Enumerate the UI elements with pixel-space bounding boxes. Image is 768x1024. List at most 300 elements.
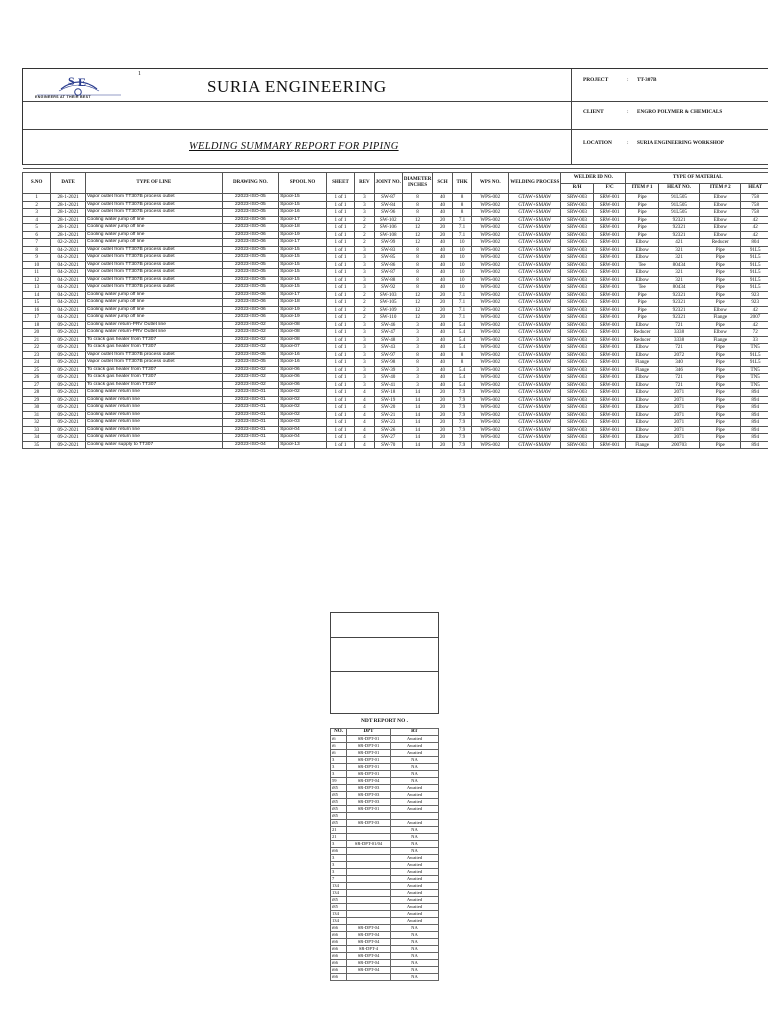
table-cell: 04-2-2021 [51, 276, 86, 284]
table-cell: Elbow [626, 321, 659, 329]
ndt-cell: i66 [331, 960, 347, 967]
table-cell: TN5 [741, 381, 768, 389]
table-cell: SRW-003 [561, 284, 594, 292]
location-value: SURIA ENGINEERING WORKSHOP [637, 140, 724, 146]
table-cell: 2 [23, 201, 51, 209]
ndt-cell: i66 [331, 939, 347, 946]
table-cell: 22023-ISO-01 [222, 396, 278, 404]
ndt-cell: i66 [331, 946, 347, 953]
table-cell: 7.1 [452, 299, 472, 307]
table-cell: SW-105 [374, 299, 402, 307]
table-cell: 1 of 1 [326, 254, 354, 262]
table-cell: 894 [741, 389, 768, 397]
ndt-row [331, 799, 439, 806]
table-cell: SRW-001 [593, 239, 626, 247]
table-cell: GTAW+SMAW [509, 404, 561, 412]
col-type-of-line: TYPE OF LINE [85, 173, 222, 194]
table-cell: 22023-ISO-02 [222, 329, 278, 337]
table-cell: WPS-002 [472, 231, 509, 239]
ndt-cell: Awaited [391, 897, 439, 904]
table-cell: 2071 [658, 419, 699, 427]
table-cell: 04-2-2021 [51, 269, 86, 277]
table-row [23, 321, 768, 329]
table-cell: GTAW+SMAW [509, 261, 561, 269]
table-cell: SRW-001 [593, 231, 626, 239]
table-cell: 2007 [741, 314, 768, 322]
table-cell: SW-109 [374, 306, 402, 314]
ndt-cell: NA [391, 757, 439, 764]
table-cell: WPS-002 [472, 389, 509, 397]
table-cell: 40 [433, 351, 453, 359]
ndt-row [331, 778, 439, 785]
table-cell: 3 [355, 374, 375, 382]
table-cell: 5.4 [452, 336, 472, 344]
table-cell: 09-2-2021 [51, 374, 86, 382]
ndt-row [331, 848, 439, 855]
ndt-row [331, 974, 439, 981]
table-cell: SRW-001 [593, 246, 626, 254]
table-cell: SRW-003 [561, 381, 594, 389]
ndt-cell [347, 918, 391, 925]
table-cell: GTAW+SMAW [509, 209, 561, 217]
table-cell: GTAW+SMAW [509, 329, 561, 337]
table-cell: 91L5 [741, 246, 768, 254]
table-cell: 7.9 [452, 434, 472, 442]
table-cell: Pipe [700, 404, 741, 412]
table-cell: Flange [700, 314, 741, 322]
table-cell: 22023-ISO-06 [222, 306, 278, 314]
table-cell: 22023-ISO-05 [222, 351, 278, 359]
table-row [23, 359, 768, 367]
table-cell: SRW-003 [561, 306, 594, 314]
table-cell: Spool-15 [279, 284, 327, 292]
table-cell: Spool-06 [279, 374, 327, 382]
table-cell: GTAW+SMAW [509, 239, 561, 247]
table-cell: 7.1 [452, 216, 472, 224]
table-cell: SRW-001 [593, 441, 626, 449]
table-cell: 22023-ISO-01 [222, 426, 278, 434]
table-cell: GTAW+SMAW [509, 231, 561, 239]
table-cell: 09-2-2021 [51, 381, 86, 389]
table-cell: 5 [23, 224, 51, 232]
ndt-row [331, 827, 439, 834]
table-cell: SRW-003 [561, 201, 594, 209]
table-cell: Spool-16 [279, 351, 327, 359]
table-cell: 2071 [658, 404, 699, 412]
table-cell: 40 [433, 321, 453, 329]
table-cell: 20 [433, 396, 453, 404]
ndt-cell: 3 [331, 855, 347, 862]
table-cell: SRW-001 [593, 366, 626, 374]
table-cell: SW-87 [374, 194, 402, 202]
table-cell: Pipe [700, 359, 741, 367]
table-cell: 1 of 1 [326, 239, 354, 247]
table-cell: GTAW+SMAW [509, 284, 561, 292]
col-item2: ITEM # 2 [700, 183, 741, 194]
table-cell: 321 [658, 269, 699, 277]
table-cell: 894 [741, 434, 768, 442]
table-cell: 721 [658, 374, 699, 382]
table-cell: WPS-002 [472, 366, 509, 374]
table-cell: Pipe [700, 374, 741, 382]
ndt-cell: NA [391, 960, 439, 967]
table-cell: 40 [433, 374, 453, 382]
table-cell: 12 [402, 224, 432, 232]
table-cell: 42 [741, 224, 768, 232]
table-cell: WPS-002 [472, 201, 509, 209]
ndt-cell: i85 [331, 897, 347, 904]
table-row [23, 194, 768, 202]
table-cell: 4 [355, 434, 375, 442]
table-cell: SRW-003 [561, 261, 594, 269]
table-cell: SW-86 [374, 261, 402, 269]
table-cell: 29 [23, 396, 51, 404]
table-cell: GTAW+SMAW [509, 351, 561, 359]
table-cell: Elbow [700, 224, 741, 232]
table-cell: SRW-001 [593, 336, 626, 344]
ndt-cell [347, 862, 391, 869]
table-cell: Elbow [626, 344, 659, 352]
table-cell: 12 [402, 314, 432, 322]
ndt-row [331, 855, 439, 862]
table-cell: 758 [741, 194, 768, 202]
table-cell: 91L5 [741, 284, 768, 292]
table-cell: GTAW+SMAW [509, 426, 561, 434]
table-cell: 1 of 1 [326, 426, 354, 434]
table-cell: Flange [626, 441, 659, 449]
ndt-cell [347, 897, 391, 904]
ndt-row [331, 820, 439, 827]
project-separator: : [627, 77, 629, 83]
ndt-cell: i6 [331, 750, 347, 757]
table-row [23, 209, 768, 217]
table-cell: 20 [433, 411, 453, 419]
table-cell: 91L505 [658, 209, 699, 217]
table-cell: 3 [355, 261, 375, 269]
table-cell: SW-46 [374, 321, 402, 329]
table-cell: 09-2-2021 [51, 359, 86, 367]
ndt-row [331, 897, 439, 904]
ndt-cell: 3 [331, 764, 347, 771]
table-cell: Pipe [700, 254, 741, 262]
ndt-cell: i66 [331, 848, 347, 855]
table-cell: Vapor outlet from TT307B process outlet [85, 269, 222, 277]
ndt-row [331, 785, 439, 792]
table-cell: Vapor outlet from TT307B process outlet [85, 209, 222, 217]
table-cell: SRW-003 [561, 254, 594, 262]
table-cell: GTAW+SMAW [509, 224, 561, 232]
table-cell: SRW-003 [561, 434, 594, 442]
table-cell: WPS-002 [472, 419, 509, 427]
table-cell: 13 [23, 284, 51, 292]
table-cell: 20 [433, 299, 453, 307]
ndt-cell [347, 813, 391, 820]
ndt-cell: SR-DPT-03 [347, 799, 391, 806]
table-cell: SRW-001 [593, 291, 626, 299]
table-cell: Spool-15 [279, 269, 327, 277]
table-cell: 923 [741, 291, 768, 299]
table-row [23, 246, 768, 254]
ndt-cell [347, 827, 391, 834]
table-cell: SRW-001 [593, 426, 626, 434]
table-cell: Elbow [626, 254, 659, 262]
table-cell: SRW-003 [561, 419, 594, 427]
ndt-cell [347, 911, 391, 918]
table-cell: 4 [355, 389, 375, 397]
table-cell: SRW-003 [561, 344, 594, 352]
table-cell: 40 [433, 336, 453, 344]
table-cell: Pipe [700, 419, 741, 427]
table-row [23, 366, 768, 374]
table-cell: Reducer [626, 336, 659, 344]
table-cell: Spool-19 [279, 314, 327, 322]
table-cell: 28-1-2021 [51, 216, 86, 224]
table-cell: SRW-003 [561, 209, 594, 217]
ndt-cell [347, 974, 391, 981]
table-cell: 04-2-2021 [51, 254, 86, 262]
table-cell: 8 [402, 284, 432, 292]
table-cell: 09-2-2021 [51, 434, 86, 442]
table-cell: SRW-001 [593, 194, 626, 202]
ndt-cell: Awaited [391, 820, 439, 827]
table-cell: 894 [741, 411, 768, 419]
table-cell: 15 [23, 299, 51, 307]
table-cell: 22023-ISO-06 [222, 231, 278, 239]
table-cell: 1 of 1 [326, 291, 354, 299]
table-cell: 10 [452, 246, 472, 254]
table-cell: 1 of 1 [326, 194, 354, 202]
table-cell: SW-88 [374, 276, 402, 284]
table-cell: SRW-003 [561, 441, 594, 449]
table-cell: Pipe [700, 246, 741, 254]
table-cell: 4 [355, 426, 375, 434]
ndt-row [331, 757, 439, 764]
table-cell: 30 [23, 404, 51, 412]
table-cell: Pipe [626, 224, 659, 232]
table-cell: SRW-003 [561, 336, 594, 344]
table-cell: 33 [741, 336, 768, 344]
table-cell: Spool-02 [279, 411, 327, 419]
table-cell: WPS-002 [472, 411, 509, 419]
table-cell: Pipe [700, 276, 741, 284]
table-cell: 17 [23, 314, 51, 322]
table-cell: Spool-15 [279, 276, 327, 284]
ndt-col-no: NO. [331, 729, 347, 736]
table-cell: SRW-003 [561, 314, 594, 322]
ndt-cell: 21 [331, 834, 347, 841]
table-cell: 894 [741, 396, 768, 404]
table-row [23, 404, 768, 412]
table-cell: 14 [402, 434, 432, 442]
ndt-cell: 3 [331, 869, 347, 876]
table-cell: Cooling water jump off line [85, 299, 222, 307]
table-cell: WPS-002 [472, 299, 509, 307]
table-cell: GTAW+SMAW [509, 411, 561, 419]
table-cell: Pipe [700, 411, 741, 419]
table-cell: 4 [355, 396, 375, 404]
table-cell: 1 [23, 194, 51, 202]
ndt-cell: i85 [331, 806, 347, 813]
table-cell: Spool-08 [279, 336, 327, 344]
table-cell: 1 of 1 [326, 246, 354, 254]
table-cell: GTAW+SMAW [509, 336, 561, 344]
table-cell: 09-2-2021 [51, 396, 86, 404]
table-cell: 91L5 [741, 254, 768, 262]
ndt-row [331, 904, 439, 911]
welding-summary-body [23, 194, 768, 449]
table-cell: Spool-07 [279, 344, 327, 352]
table-cell: 10 [452, 284, 472, 292]
table-cell: 5.4 [452, 381, 472, 389]
table-cell: 33 [23, 426, 51, 434]
table-cell: 8 [402, 254, 432, 262]
table-cell: SW-27 [374, 434, 402, 442]
ndt-cell: Awaited [391, 890, 439, 897]
ndt-row [331, 932, 439, 939]
table-cell: 3 [402, 336, 432, 344]
table-cell: Cooling water supply to TT307 [85, 441, 222, 449]
table-cell: 92321 [658, 216, 699, 224]
table-row [23, 261, 768, 269]
table-cell: GTAW+SMAW [509, 276, 561, 284]
table-cell: Spool-03 [279, 419, 327, 427]
table-cell: 340 [658, 359, 699, 367]
table-cell: WPS-002 [472, 306, 509, 314]
ndt-cell: Awaited [391, 736, 439, 743]
table-cell: 5.4 [452, 366, 472, 374]
ndt-cell: 3 [331, 841, 347, 848]
table-cell: Spool-06 [279, 381, 327, 389]
table-cell: Elbow [626, 404, 659, 412]
ndt-cell: i85 [331, 820, 347, 827]
ndt-row [331, 862, 439, 869]
table-cell: 14 [402, 441, 432, 449]
table-cell: 09-2-2021 [51, 404, 86, 412]
table-cell: Spool-02 [279, 389, 327, 397]
table-cell: 92321 [658, 291, 699, 299]
table-cell: 20 [433, 389, 453, 397]
table-cell: 22023-ISO-01 [222, 419, 278, 427]
ndt-cell: i66 [331, 974, 347, 981]
col-sheet: SHEET [326, 173, 354, 194]
table-cell: SRW-001 [593, 269, 626, 277]
table-cell: 3 [355, 209, 375, 217]
table-cell: 5.4 [452, 344, 472, 352]
project-value: TT-307B [637, 77, 657, 83]
table-cell: 04-2-2021 [51, 284, 86, 292]
svg-text:S: S [68, 74, 75, 88]
table-cell: WPS-002 [472, 374, 509, 382]
table-cell: 10 [452, 239, 472, 247]
table-row [23, 344, 768, 352]
table-cell: SRW-001 [593, 404, 626, 412]
table-cell: 8 [452, 201, 472, 209]
table-cell: 22023-ISO-06 [222, 216, 278, 224]
ndt-row [331, 967, 439, 974]
ndt-cell: NA [391, 953, 439, 960]
table-cell: 1 of 1 [326, 201, 354, 209]
table-row [23, 269, 768, 277]
table-row [23, 239, 768, 247]
table-cell: SRW-003 [561, 411, 594, 419]
table-cell: Elbow [700, 231, 741, 239]
table-cell: 1 of 1 [326, 434, 354, 442]
ndt-cell [347, 848, 391, 855]
ndt-row [331, 960, 439, 967]
table-cell: 2071 [658, 426, 699, 434]
table-cell: 1 of 1 [326, 351, 354, 359]
table-cell: 40 [433, 261, 453, 269]
table-cell: SW-20 [374, 404, 402, 412]
table-cell: 3 [355, 201, 375, 209]
col-date: DATE [51, 173, 86, 194]
table-cell: SRW-003 [561, 329, 594, 337]
ndt-cell: SR-DPT-03 [347, 792, 391, 799]
table-cell: 14 [402, 419, 432, 427]
table-cell: WPS-002 [472, 396, 509, 404]
table-row [23, 381, 768, 389]
table-cell: 35 [23, 441, 51, 449]
table-cell: 22023-ISO-01 [222, 411, 278, 419]
ndt-cell: NA [391, 778, 439, 785]
ndt-row [331, 890, 439, 897]
table-cell: 1 of 1 [326, 216, 354, 224]
table-cell: Spool-06 [279, 366, 327, 374]
table-cell: 40 [433, 381, 453, 389]
table-cell: 1 of 1 [326, 321, 354, 329]
ndt-cell: Awaited [391, 869, 439, 876]
table-row [23, 291, 768, 299]
ndt-cell: SR-DPT-04 [347, 960, 391, 967]
table-cell: 04-2-2021 [51, 299, 86, 307]
table-cell: 2 [355, 239, 375, 247]
client-separator: : [627, 109, 629, 115]
table-cell: 20 [23, 329, 51, 337]
table-cell: WPS-002 [472, 284, 509, 292]
ndt-cell: NA [391, 848, 439, 855]
table-cell: SW-39 [374, 366, 402, 374]
table-cell: 6 [23, 231, 51, 239]
col-drawing-no: DRAWING NO. [222, 173, 278, 194]
table-cell: SW-83 [374, 246, 402, 254]
ndt-cell: Awaited [391, 792, 439, 799]
table-cell: 1 of 1 [326, 224, 354, 232]
table-cell: SW-23 [374, 419, 402, 427]
table-cell: 20 [433, 224, 453, 232]
table-cell: Pipe [700, 441, 741, 449]
table-cell: 8 [402, 359, 432, 367]
table-cell: 1 of 1 [326, 411, 354, 419]
table-cell: 92321 [658, 224, 699, 232]
table-row [23, 389, 768, 397]
col-type-of-material: TYPE OF MATERIAL [626, 173, 768, 184]
table-cell: GTAW+SMAW [509, 381, 561, 389]
table-cell: Pipe [700, 321, 741, 329]
table-cell: WPS-002 [472, 404, 509, 412]
table-cell: Elbow [700, 306, 741, 314]
table-cell: SRW-001 [593, 381, 626, 389]
table-cell: Reducer [626, 329, 659, 337]
ndt-cell: Awaited [391, 785, 439, 792]
table-cell: 40 [433, 284, 453, 292]
table-cell: WPS-002 [472, 359, 509, 367]
table-cell: GTAW+SMAW [509, 299, 561, 307]
table-cell: 3 [402, 374, 432, 382]
table-cell: 09-2-2021 [51, 351, 86, 359]
table-cell: Pipe [626, 209, 659, 217]
table-cell: Pipe [626, 216, 659, 224]
table-cell: 2 [355, 231, 375, 239]
